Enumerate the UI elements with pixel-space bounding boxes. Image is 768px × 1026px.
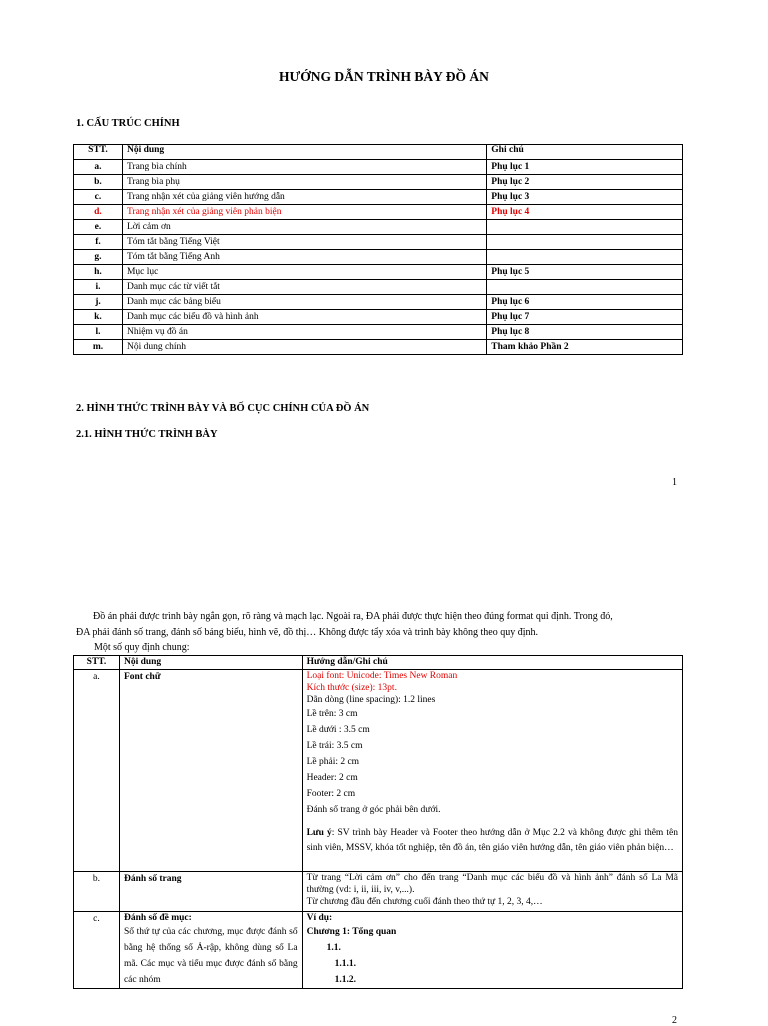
table-row [74, 280, 683, 295]
page-title: HƯỚNG DẪN TRÌNH BÀY ĐỒ ÁN [279, 69, 489, 84]
row-content: Lời cảm ơn [122, 220, 486, 235]
row-note: Phụ lục 5 [487, 265, 683, 280]
table-row [74, 175, 683, 190]
example-label: Ví dụ: [306, 913, 333, 923]
row-stt: i. [74, 280, 123, 295]
guide-line: Lề dưới : 3.5 cm [306, 725, 370, 735]
col-header-stt: STT. [74, 656, 120, 670]
row-note: Phụ lục 4 [487, 205, 683, 220]
row-stt: g. [74, 250, 123, 265]
table-header-row [74, 145, 683, 160]
row-note: Tham khảo Phần 2 [487, 340, 683, 355]
example-item: 1.1.2. [334, 975, 356, 985]
guide-line: Footer: 2 cm [306, 789, 356, 799]
row-stt: m. [74, 340, 123, 355]
row-content: Danh mục các biểu đồ và hình ảnh [122, 310, 486, 325]
page-number-2: 2 [672, 1015, 677, 1026]
table-row [74, 220, 683, 235]
paragraph-line-1: Đồ án phải được trình bày ngắn gọn, rõ ràng và mạch lạc. Ngoài ra, ĐA phải được thực hiện theo đúng format qui định. Trong đó, [93, 611, 613, 622]
row-note [487, 280, 683, 295]
table-row [74, 235, 683, 250]
row-content: Trang nhận xét của giảng viên phản biện [122, 205, 486, 220]
row-stt: c. [74, 190, 123, 205]
section-2-heading: 2. HÌNH THỨC TRÌNH BÀY VÀ BỐ CỤC CHÍNH CỦA ĐỒ ÁN [76, 403, 370, 414]
note-text: : SV trình bày Header và Footer theo hướng dẫn ở Mục 2.2 và không được ghi thêm tên sinh viên, MSSV, khóa tốt nghiệp, tên đồ án, tên giáo viên hướng dẫn, tên giáo viên phản biện… [306, 828, 678, 853]
row-note [487, 220, 683, 235]
table-row [74, 310, 683, 325]
col-header-content: Nội dung [122, 145, 486, 160]
row-stt: a. [74, 160, 123, 175]
table-row [74, 325, 683, 340]
row-content: Tóm tắt bằng Tiếng Anh [122, 250, 486, 265]
row-content: Danh mục các bảng biểu [122, 295, 486, 310]
paragraph [76, 609, 692, 625]
guide-line: Lề phải: 2 cm [306, 757, 360, 767]
row-note: Phụ lục 2 [487, 175, 683, 190]
col-header-note: Ghi chú [487, 145, 683, 160]
section-2-1-heading: 2.1. HÌNH THỨC TRÌNH BÀY [76, 429, 218, 440]
row-content: Font chữ [119, 670, 302, 872]
row-stt: d. [74, 205, 123, 220]
guide-line: Từ trang “Lời cảm ơn” cho đến trang “Danh mục các biểu đồ và hình ảnh” đánh số La Mã thường (vd: i, ii, iii, iv, v,...). [306, 873, 678, 895]
row-content-text: Số thứ tự của các chương, mục được đánh số bằng hệ thống số Ả-rập, không dùng số La mã. Các mục và tiểu mục được đánh số bằng các nhóm [123, 927, 298, 985]
note-paragraph [307, 826, 678, 856]
row-content [119, 912, 302, 989]
table-row [74, 872, 683, 912]
row-note: Phụ lục 1 [487, 160, 683, 175]
table-row [74, 912, 683, 989]
row-guide [302, 872, 682, 912]
guide-line: Lề trên: 3 cm [306, 709, 358, 719]
row-note [487, 250, 683, 265]
row-content: Trang bìa chính [122, 160, 486, 175]
row-stt: b. [74, 175, 123, 190]
row-stt: b. [74, 872, 120, 912]
row-stt: f. [74, 235, 123, 250]
row-note: Phụ lục 6 [487, 295, 683, 310]
table-header-row [74, 656, 683, 670]
guide-line: Kích thước (size): 13pt. [306, 683, 397, 693]
col-header-stt: STT. [74, 145, 123, 160]
table-row [74, 190, 683, 205]
row-content: Trang bìa phụ [122, 175, 486, 190]
row-content: Trang nhận xét của giảng viên hướng dẫn [122, 190, 486, 205]
guide-line: Từ chương đầu đến chương cuối đánh theo thứ tự 1, 2, 3, 4,… [306, 897, 543, 907]
note-label: Lưu ý [306, 828, 332, 838]
col-header-content: Nội dung [119, 656, 302, 670]
row-content: Tóm tắt bằng Tiếng Việt [122, 235, 486, 250]
row-stt: h. [74, 265, 123, 280]
table-row [74, 340, 683, 355]
guide-line: Lề trái: 3.5 cm [306, 741, 363, 751]
intro-text: Một số quy định chung: [94, 642, 190, 653]
table-row [74, 265, 683, 280]
table-row [74, 295, 683, 310]
page-number: 1 [672, 477, 677, 488]
row-content: Đánh số trang [119, 872, 302, 912]
table-row [74, 205, 683, 220]
section-1-heading: 1. CẤU TRÚC CHÍNH [76, 118, 180, 129]
structure-table [73, 144, 683, 355]
paragraph-line-2: ĐA phải đánh số trang, đánh số bảng biểu, hình vẽ, đồ thị… Không được tẩy xóa và trình bày không theo quy định. [76, 627, 539, 638]
row-stt: a. [74, 670, 120, 872]
row-guide [302, 670, 682, 872]
rules-table [73, 655, 683, 989]
example-item: 1.1. [326, 943, 341, 953]
row-content: Nhiệm vụ đồ án [122, 325, 486, 340]
guide-line: Header: 2 cm [306, 773, 358, 783]
row-note: Phụ lục 7 [487, 310, 683, 325]
row-content: Mục lục [122, 265, 486, 280]
guide-line: Loại font: Unicode: Times New Roman [306, 671, 458, 681]
row-stt: c. [74, 912, 120, 989]
table-row [74, 670, 683, 872]
row-content-title: Đánh số đề mục: [123, 913, 192, 923]
row-content: Danh mục các từ viết tắt [122, 280, 486, 295]
row-note: Phụ lục 8 [487, 325, 683, 340]
example-chapter: Chương 1: Tổng quan [306, 927, 397, 937]
row-stt: e. [74, 220, 123, 235]
row-content: Nội dung chính [122, 340, 486, 355]
col-header-guide: Hướng dẫn/Ghi chú [302, 656, 682, 670]
row-stt: j. [74, 295, 123, 310]
table-row [74, 250, 683, 265]
row-note: Phụ lục 3 [487, 190, 683, 205]
row-guide [302, 912, 682, 989]
table-row [74, 160, 683, 175]
guide-line: Đánh số trang ở góc phải bên dưới. [306, 805, 441, 815]
row-note [487, 235, 683, 250]
example-item: 1.1.1. [334, 959, 356, 969]
guide-line: Dãn dòng (line spacing): 1.2 lines [306, 695, 436, 705]
row-stt: l. [74, 325, 123, 340]
row-stt: k. [74, 310, 123, 325]
